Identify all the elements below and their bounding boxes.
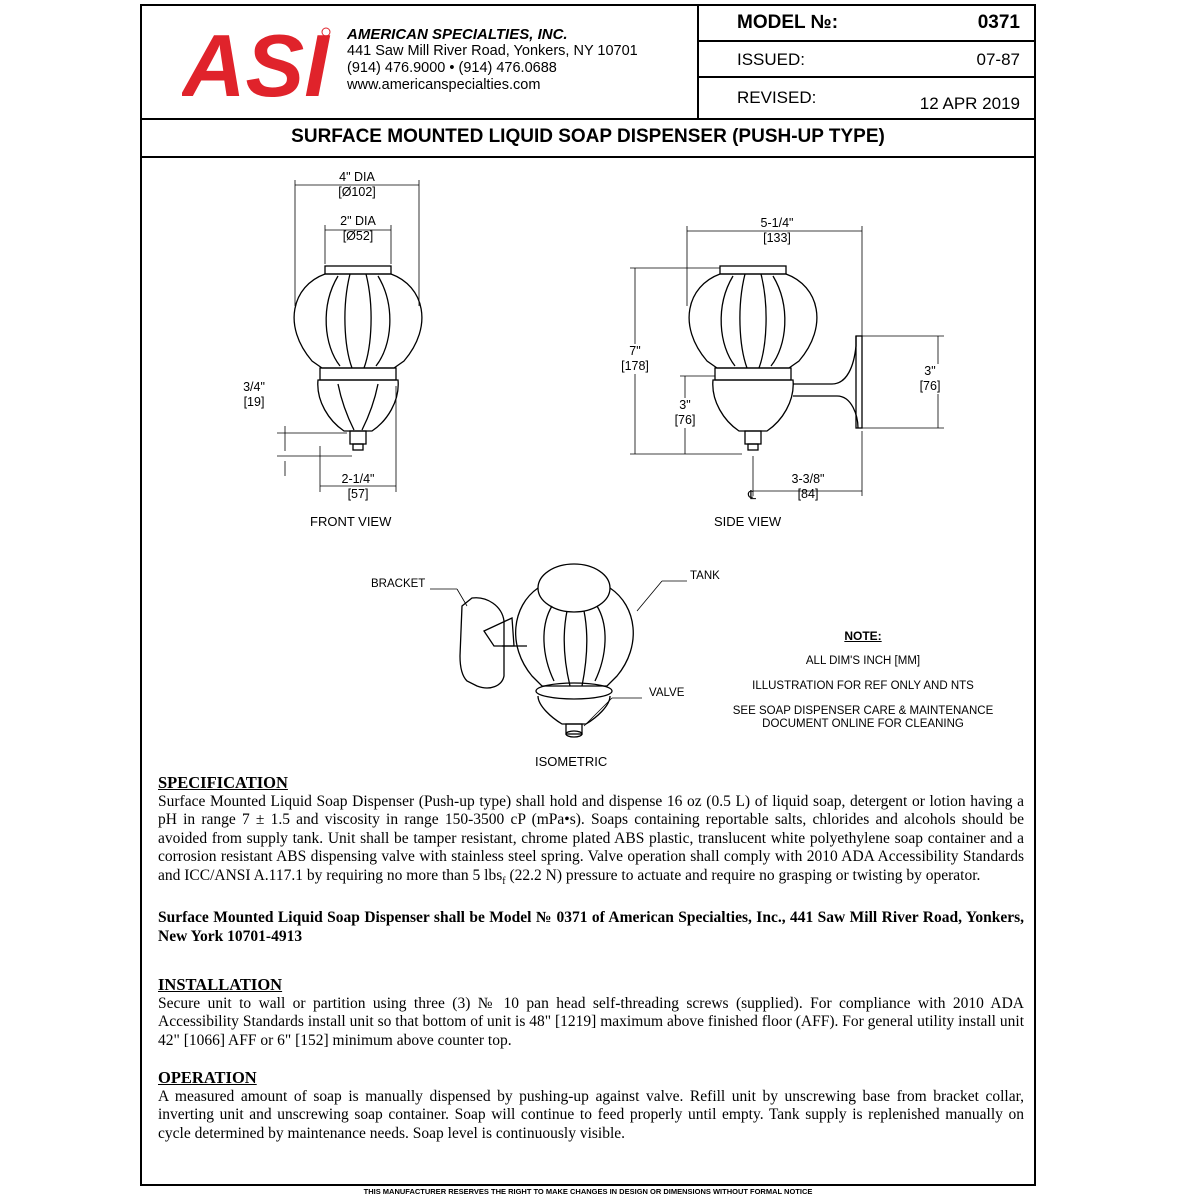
dim-3a-mm: [76] (674, 413, 696, 427)
revised-label: REVISED: (737, 88, 817, 107)
isometric-label: ISOMETRIC (535, 754, 608, 769)
front-view-drawing (294, 266, 422, 450)
dim-5-1-4 (747, 216, 807, 246)
dim-2dia-mm: [Ø52] (342, 229, 374, 243)
dim-3-3-8-mm: [84] (797, 487, 819, 501)
note-line-1: ALL DIM'S INCH [MM] (805, 655, 921, 667)
centerline-symbol: ℄ (747, 488, 757, 502)
revised-value: 12 APR 2019 (919, 94, 1020, 113)
dim-3b (908, 364, 952, 394)
dim-3a-in: 3" (679, 398, 691, 412)
front-view-label: FRONT VIEW (310, 514, 392, 529)
dim-2dia (328, 214, 388, 244)
company-name: AMERICAN SPECIALTIES, INC. (347, 26, 568, 43)
note-title: NOTE: (844, 629, 882, 643)
isometric-drawing (460, 564, 633, 737)
dim-3-4-in: 3/4" (243, 380, 265, 394)
dim-7 (612, 344, 658, 374)
dim-2-1-4-in: 2-1/4" (341, 472, 375, 486)
company-phones: (914) 476.9000 • (914) 476.0688 (347, 60, 557, 76)
dim-4dia-in: 4" DIA (339, 170, 375, 184)
dim-5-1-4-in: 5-1/4" (760, 216, 794, 230)
dim-3-3-8 (778, 472, 838, 502)
issued-value: 07-87 (976, 50, 1020, 69)
dim-3-4 (234, 380, 274, 410)
tank-label: TANK (690, 570, 720, 582)
dim-5-1-4-mm: [133] (763, 231, 791, 245)
dim-4dia-mm: [Ø102] (338, 185, 376, 199)
dim-3b-mm: [76] (919, 379, 941, 393)
dim-3-4-mm: [19] (243, 395, 265, 409)
company-website: www.americanspecialties.com (347, 77, 541, 93)
specification-heading: SPECIFICATION (158, 773, 288, 792)
footer-disclaimer: THIS MANUFACTURER RESERVES THE RIGHT TO MAKE CHANGES IN DESIGN OR DIMENSIONS WITHOUT FORMAL NOTICE (363, 1187, 813, 1196)
logo-text: ASI (182, 24, 329, 104)
specification-body-part2: (22.2 N) pressure to actuate and require no grasping or twisting by operator. (505, 866, 981, 884)
specification-bold-statement: Surface Mounted Liquid Soap Dispenser shall be Model № 0371 of American Specialties, Inc., 441 Saw Mill River Road, Yonkers, New York 10701-4913 (158, 909, 1024, 945)
specification-section (158, 774, 1024, 946)
side-view-label: SIDE VIEW (714, 514, 782, 529)
dim-2-1-4 (328, 472, 388, 502)
company-address: 441 Saw Mill River Road, Yonkers, NY 10701 (347, 43, 638, 59)
operation-body: A measured amount of soap is manually dispensed by pushing-up against valve. Refill unit by unscrewing base from bracket collar, inverting unit and unscrewing soap container. Soap will continue to feed properly until empty. Tank supply is replenished manually on cycle determined by maintenance needs. Soap level is continuously visible. (158, 1087, 1024, 1142)
note-line-4: DOCUMENT ONLINE FOR CLEANING (762, 718, 964, 730)
dim-3b-in: 3" (924, 364, 936, 378)
dim-7-in: 7" (629, 344, 641, 358)
installation-heading: INSTALLATION (158, 975, 283, 994)
dim-2-1-4-mm: [57] (347, 487, 369, 501)
operation-section (158, 1069, 1024, 1143)
valve-label: VALVE (649, 687, 685, 699)
dim-4dia (327, 170, 387, 200)
note-line-2: ILLUSTRATION FOR REF ONLY AND NTS (752, 680, 974, 692)
model-value: 0371 (977, 12, 1020, 33)
dim-3-3-8-in: 3-3/8" (791, 472, 825, 486)
installation-section (158, 976, 1024, 1050)
installation-body: Secure unit to wall or partition using three (3) № 10 pan head self-threading screws (supplied). For compliance with 2010 ADA Accessibility Standards install unit so that bottom of unit is 48" [1219] maximum above finished floor (AFF). For general utility install unit 42" [1066] AFF or 6" [152] minimum above counter top. (158, 994, 1024, 1049)
model-label: MODEL №: (737, 12, 839, 33)
bracket-label: BRACKET (371, 578, 426, 590)
issued-label: ISSUED: (737, 50, 806, 69)
specification-subscript: f (502, 875, 506, 887)
side-view-drawing (689, 266, 862, 450)
operation-heading: OPERATION (158, 1068, 257, 1087)
specification-body-part1: Surface Mounted Liquid Soap Dispenser (Push-up type) shall hold and dispense 16 oz (0.5 L) of liquid soap, detergent or lotion having a pH in range 7 ± 1.5 and viscosity in range 150-3500 cP (mPa•s). Soaps containing reportable salts, chlorides and alcohols should be avoided from supply tank. Unit shall be tamper resistant, chrome plated ABS plastic, translucent white polyethylene soap container and a corrosion resistant ABS dispensing valve with stainless steel spring. Valve operation shall comply with 2010 ADA Accessibility Standards and ICC/ANSI A.117.1 by requiring no more than 5 lbs (158, 792, 1024, 884)
dim-3a (664, 398, 706, 428)
note-block (732, 630, 994, 731)
dim-7-mm: [178] (621, 359, 649, 373)
specification-body (158, 793, 1024, 892)
document-frame (140, 4, 1036, 1186)
note-line-3: SEE SOAP DISPENSER CARE & MAINTENANCE (732, 705, 994, 717)
dim-2dia-in: 2" DIA (340, 214, 376, 228)
page-title: SURFACE MOUNTED LIQUID SOAP DISPENSER (PUSH-UP TYPE) (142, 118, 1034, 158)
